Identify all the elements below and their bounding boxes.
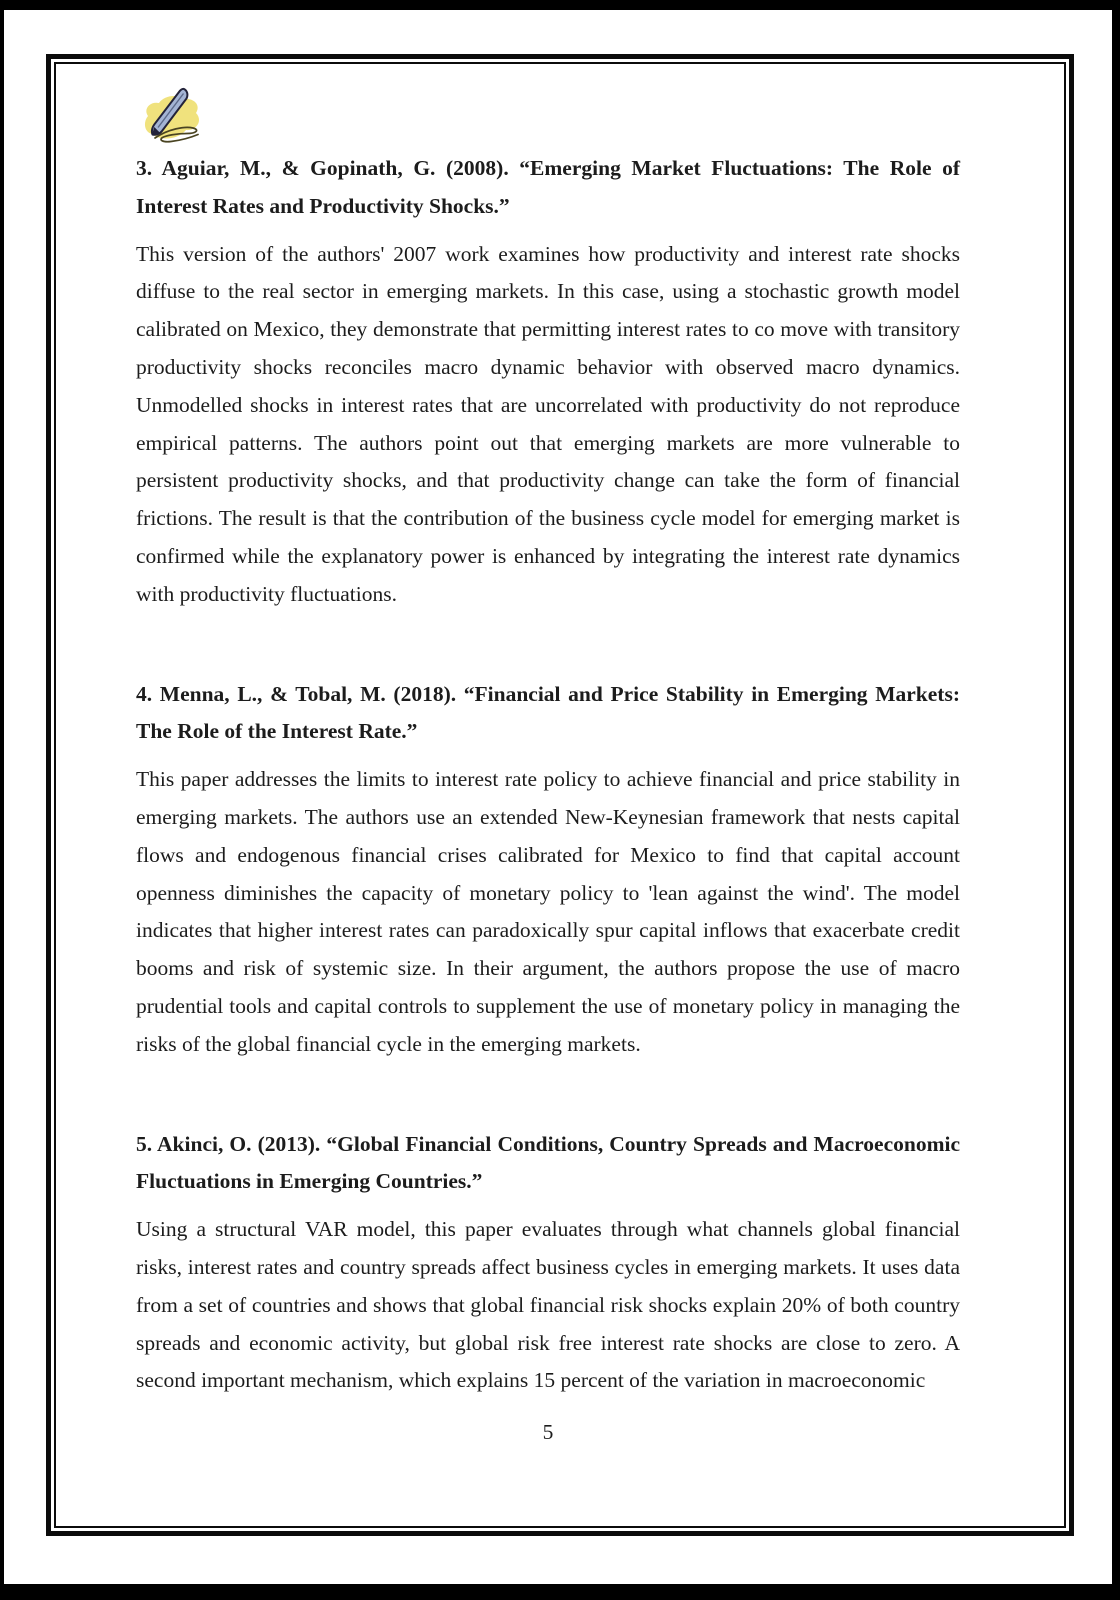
text-line: openness diminishes the capacity of monetary policy to 'lean against the wind'. The model	[136, 880, 960, 905]
text-line: indicates that higher interest rates can paradoxically spur capital inflows that exacerbate credit	[136, 918, 960, 943]
text-line: prudential tools and capital controls to supplement the use of monetary policy in managing the	[136, 993, 960, 1018]
text-line: frictions. The result is that the contribution of the business cycle model for emerging market is	[136, 506, 960, 531]
page-content	[56, 64, 1064, 1452]
text-line: from a set of countries and shows that global financial risk shocks explain 20% of both country	[136, 1292, 960, 1317]
text-line: This version of the authors' 2007 work examines how productivity and interest rate shocks	[136, 241, 960, 266]
text-line: The Role of the Interest Rate.”	[136, 719, 418, 744]
entry-heading	[136, 1126, 960, 1202]
text-line: spreads and economic activity, but global risk free interest rate shocks are close to zero. A	[136, 1330, 960, 1355]
page-frame-outer	[46, 54, 1074, 1536]
page-number: 5	[542, 1420, 554, 1445]
text-line: 5. Akinci, O. (2013). “Global Financial Conditions, Country Spreads and Macroeconomic	[136, 1131, 960, 1156]
entry-heading	[136, 676, 960, 752]
page-frame-inner	[54, 62, 1066, 1528]
text-line: empirical patterns. The authors point out that emerging markets are more vulnerable to	[136, 430, 960, 455]
text-line: Using a structural VAR model, this paper evaluates through what channels global financial	[136, 1217, 960, 1242]
entry-body	[136, 1211, 960, 1400]
text-line: persistent productivity shocks, and that productivity change can take the form of financial	[136, 468, 960, 493]
reference-entry-3	[136, 150, 960, 614]
reference-entry-5	[136, 1126, 960, 1401]
text-line: diffuse to the real sector in emerging markets. In this case, using a stochastic growth model	[136, 279, 960, 304]
text-line: flows and endogenous financial crises calibrated for Mexico to find that capital account	[136, 842, 960, 867]
text-line: Unmodelled shocks in interest rates that are uncorrelated with productivity do not reproduce	[136, 392, 960, 417]
text-line: 4. Menna, L., & Tobal, M. (2018). “Financial and Price Stability in Emerging Markets:	[136, 681, 960, 706]
entry-body	[136, 236, 960, 614]
text-line: risks of the global financial cycle in the emerging markets.	[136, 1031, 641, 1056]
entry-body	[136, 761, 960, 1063]
entry-heading	[136, 150, 960, 226]
text-line: calibrated on Mexico, they demonstrate that permitting interest rates to co move with transitory	[136, 317, 960, 342]
text-line: productivity shocks reconciles macro dynamic behavior with observed macro dynamics.	[136, 354, 960, 379]
text-line: 3. Aguiar, M., & Gopinath, G. (2008). “Emerging Market Fluctuations: The Role of	[136, 156, 960, 180]
text-line: This paper addresses the limits to interest rate policy to achieve financial and price stability in	[136, 767, 960, 792]
text-line: with productivity fluctuations.	[136, 581, 397, 606]
text-line: booms and risk of systemic size. In their argument, the authors propose the use of macro	[136, 956, 960, 981]
document-page	[4, 10, 1112, 1584]
text-line: confirmed while the explanatory power is enhanced by integrating the interest rate dynamics	[136, 543, 960, 568]
pen-scribble-icon	[138, 86, 206, 146]
text-line: emerging markets. The authors use an extended New-Keynesian framework that nests capital	[136, 804, 960, 829]
text-line: second important mechanism, which explains 15 percent of the variation in macroeconomic	[136, 1368, 926, 1393]
reference-entry-4	[136, 676, 960, 1064]
text-line: Fluctuations in Emerging Countries.”	[136, 1169, 483, 1194]
text-line: risks, interest rates and country spreads affect business cycles in emerging markets. It uses data	[136, 1254, 960, 1279]
text-line: Interest Rates and Productivity Shocks.”	[136, 193, 510, 218]
